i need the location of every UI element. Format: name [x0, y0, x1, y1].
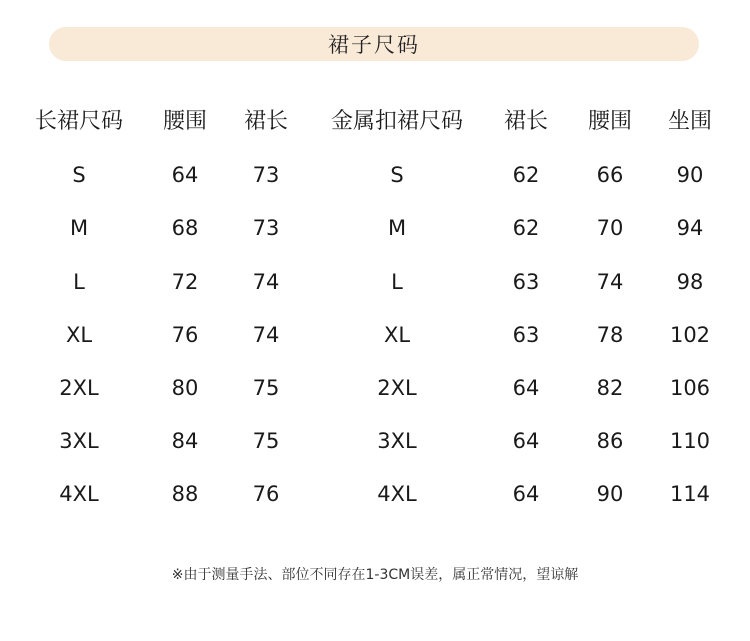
- cell-hip: 110: [669, 429, 711, 453]
- cell-hip: 98: [676, 270, 704, 294]
- cell-waist: 80: [171, 376, 199, 400]
- cell-hip: 90: [676, 163, 704, 187]
- cell-long-skirt-size: S: [72, 163, 86, 187]
- cell-waist: 66: [596, 163, 624, 187]
- cell-length: 64: [512, 376, 540, 400]
- header-hip-6: 坐围: [667, 109, 713, 134]
- cell-hip: 114: [669, 482, 711, 506]
- cell-waist: 74: [596, 270, 624, 294]
- cell-waist: 72: [171, 270, 199, 294]
- cell-hip: 94: [676, 216, 704, 240]
- cell-length: 62: [512, 163, 540, 187]
- cell-length: 74: [252, 270, 280, 294]
- cell-length: 75: [252, 429, 280, 453]
- cell-length: 76: [252, 482, 280, 506]
- cell-long-skirt-size: L: [73, 270, 85, 294]
- header-waist-1: 腰围: [162, 109, 208, 134]
- header-long-skirt-size-0: 长裙尺码: [34, 109, 124, 134]
- cell-long-skirt-size: M: [69, 216, 89, 240]
- cell-buckle-skirt-size: 3XL: [377, 429, 417, 453]
- cell-hip: 102: [669, 323, 711, 347]
- cell-waist: 82: [596, 376, 624, 400]
- cell-waist: 70: [596, 216, 624, 240]
- cell-waist: 90: [596, 482, 624, 506]
- header-length-4: 裙长: [503, 109, 549, 134]
- cell-waist: 78: [596, 323, 624, 347]
- cell-waist: 64: [171, 163, 199, 187]
- cell-buckle-skirt-size: L: [391, 270, 403, 294]
- cell-length: 63: [512, 323, 540, 347]
- cell-waist: 68: [171, 216, 199, 240]
- cell-waist: 86: [596, 429, 624, 453]
- cell-length: 62: [512, 216, 540, 240]
- cell-buckle-skirt-size: M: [387, 216, 407, 240]
- cell-long-skirt-size: 3XL: [59, 429, 99, 453]
- cell-hip: 106: [669, 376, 711, 400]
- cell-length: 63: [512, 270, 540, 294]
- page-title: 裙子尺码: [328, 33, 420, 57]
- cell-buckle-skirt-size: XL: [383, 323, 411, 347]
- cell-length: 64: [512, 482, 540, 506]
- cell-waist: 88: [171, 482, 199, 506]
- cell-buckle-skirt-size: 2XL: [377, 376, 417, 400]
- cell-length: 64: [512, 429, 540, 453]
- cell-waist: 76: [171, 323, 199, 347]
- header-waist-5: 腰围: [587, 109, 633, 134]
- cell-length: 74: [252, 323, 280, 347]
- cell-long-skirt-size: 2XL: [59, 376, 99, 400]
- header-length-2: 裙长: [243, 109, 289, 134]
- header-buckle-skirt-size-3: 金属扣裙尺码: [330, 109, 464, 134]
- cell-buckle-skirt-size: 4XL: [377, 482, 417, 506]
- cell-long-skirt-size: 4XL: [59, 482, 99, 506]
- cell-length: 73: [252, 163, 280, 187]
- cell-long-skirt-size: XL: [65, 323, 93, 347]
- title-banner: [49, 27, 699, 61]
- cell-buckle-skirt-size: S: [390, 163, 404, 187]
- cell-length: 75: [252, 376, 280, 400]
- cell-length: 73: [252, 216, 280, 240]
- cell-waist: 84: [171, 429, 199, 453]
- footnote: ※由于测量手法、部位不同存在1-3CM误差，属正常情况，望谅解: [171, 567, 579, 583]
